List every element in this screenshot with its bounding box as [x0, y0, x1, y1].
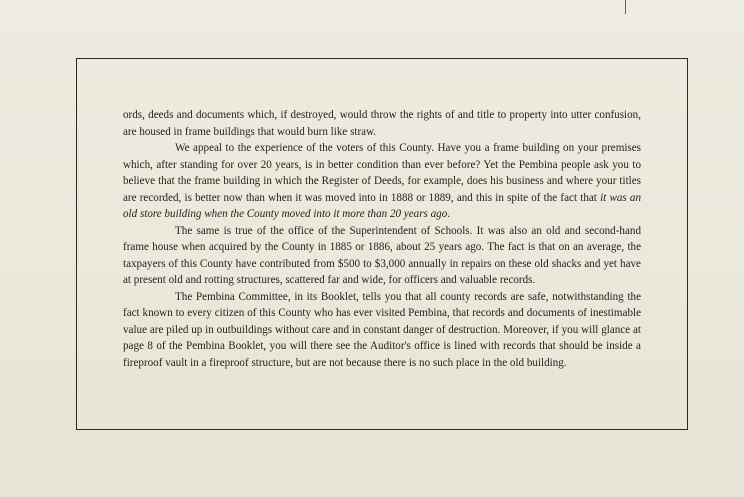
paragraph-appeal-italic: it was an old store building when the County moved into it more than 20 years ago	[123, 191, 641, 220]
paper-crease	[625, 0, 626, 14]
body-text	[123, 107, 641, 371]
paragraph-superintendent: The same is true of the office of the Superintendent of Schools. It was also an old and second-hand frame house when acquired by the County in 1885 or 1886, about 25 years ago. The fact is that on an average, the taxpayers of this County have contributed from $500 to $3,000 annually in repairs on these old shacks and yet have at present old and rotting structures, scattered far and wide, for officers and valuable records.	[123, 224, 641, 286]
paragraph-continuation: ords, deeds and documents which, if destroyed, would throw the rights of and title to property into utter confusion, are housed in frame buildings that would burn like straw.	[123, 109, 641, 138]
paragraph-appeal	[123, 140, 641, 223]
paragraph-committee: The Pembina Committee, in its Booklet, tells you that all county records are safe, notwithstanding the fact known to every citizen of this County who has ever visited Pembina, that records and documents of inestimable value are piled up in outbuildings without care and in constant danger of destruction. Moreover, if you will glance at page 8 of the Pembina Booklet, you will there see the Auditor's office is lined with records that should be inside a fireproof vault in a fireproof structure, but are not because there is no such place in the old building.	[123, 290, 641, 369]
paragraph-appeal-text: We appeal to the experience of the voters of this County. Have you a frame building on your premises which, after standing for over 20 years, is in better condition than ever before? Yet the Pembina people ask you to believe that the frame building in which the Register of Deeds, for example, does his business and where your titles are recorded, is better now than when it was moved into in 1888 or 1889, and this in spite of the fact that	[123, 142, 641, 204]
paragraph-appeal-end: .	[447, 208, 451, 220]
